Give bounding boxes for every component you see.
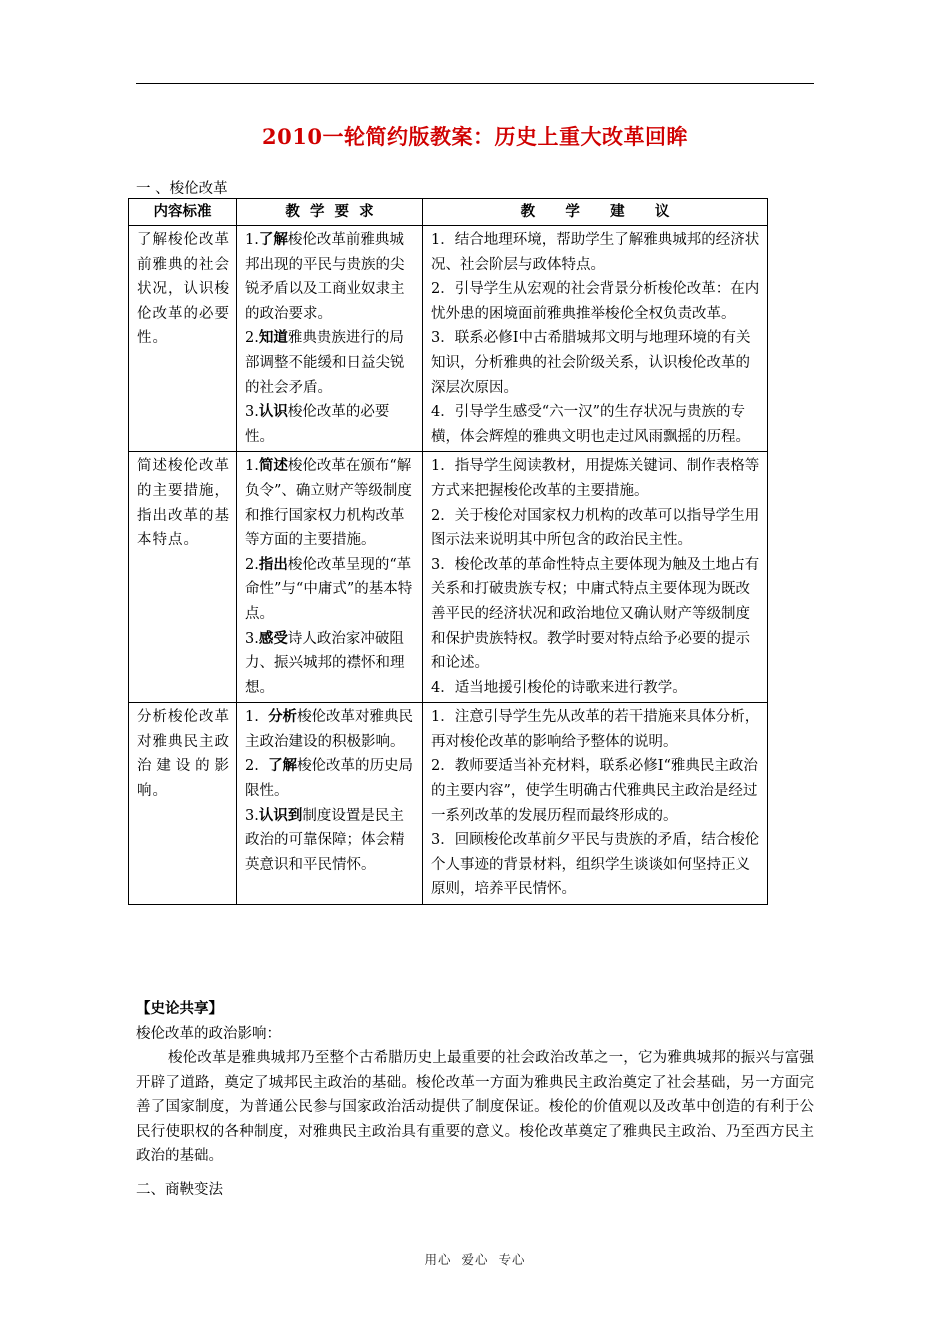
requirement-item bbox=[245, 454, 416, 552]
standard-cell: 了解梭伦改革前雅典的社会状况，认识梭伦改革的必要性。 bbox=[129, 226, 237, 452]
suggestion-item: 4．引导学生感受“六一汉”的生存状况与贵族的专横，体会辉煌的雅典文明也走过风雨飘摇的历程。 bbox=[431, 404, 750, 445]
suggestion-item: 1．注意引导学生先从改革的若干措施来具体分析，再对梭伦改革的影响给予整体的说明。 bbox=[431, 709, 760, 750]
share-body: 梭伦改革是雅典城邦乃至整个古希腊历史上最重要的社会政治改革之一，它为雅典城邦的振兴与富强开辟了道路，奠定了城邦民主政治的基础。梭伦改革一方面为雅典民主政治奠定了社会基础，另一方面完善了国家制度，为普通公民参与国家政治活动提供了制度保证。梭伦的价值观以及改革中创造的有利于公民行使职权的各种制度，对雅典民主政治具有重要的意义。梭伦改革奠定了雅典民主政治、乃至西方民主政治的基础。 bbox=[136, 1050, 814, 1165]
suggestions-cell bbox=[423, 226, 768, 452]
requirement-number: 3. bbox=[245, 630, 259, 647]
requirement-item bbox=[245, 804, 416, 878]
header-suggestions: 教 学 建 议 bbox=[423, 199, 768, 226]
suggestion-item: 1．指导学生阅读教材，用提炼关键词、制作表格等方式来把握梭伦改革的主要措施。 bbox=[431, 458, 760, 499]
requirement-number: 1. bbox=[245, 458, 259, 475]
requirement-number: 2. bbox=[245, 556, 259, 573]
requirements-cell bbox=[237, 452, 423, 703]
standard-cell: 简述梭伦改革的主要措施，指出改革的基本特点。 bbox=[129, 452, 237, 703]
requirement-keyword: 简述 bbox=[258, 457, 288, 475]
requirement-text: 梭伦改革对雅典民主政治建设的积极影响。 bbox=[245, 709, 414, 750]
section-heading-1: 一 、梭伦改革 bbox=[136, 181, 228, 197]
requirement-item bbox=[245, 400, 416, 449]
requirement-keyword: 认识 bbox=[258, 403, 288, 421]
requirement-item bbox=[245, 326, 416, 400]
suggestion-item: 2．关于梭伦对国家权力机构的改革可以指导学生用图示法来说明其中所包含的政治民主性。 bbox=[431, 507, 760, 549]
header-requirements: 教 学 要 求 bbox=[237, 199, 423, 226]
requirement-number: 3. bbox=[245, 404, 259, 421]
requirement-item bbox=[245, 705, 416, 754]
suggestion-item: 2．引导学生从宏观的社会背景分析梭伦改革：在内忧外患的困境面前雅典推举梭伦全权负责改革。 bbox=[431, 281, 760, 322]
lesson-table bbox=[128, 198, 768, 905]
requirement-text: 梭伦改革呈现的“革命性”与“中庸式”的基本特点。 bbox=[245, 556, 413, 622]
requirement-text: 梭伦改革前雅典城邦出现的平民与贵族的尖锐矛盾以及工商业奴隶主的政治要求。 bbox=[245, 232, 405, 322]
requirement-text: 诗人政治家冲破阻力、振兴城邦的襟怀和理想。 bbox=[245, 630, 405, 696]
suggestions-cell bbox=[423, 703, 768, 905]
table-header-row bbox=[129, 199, 768, 226]
table-row bbox=[129, 226, 768, 452]
table-row bbox=[129, 452, 768, 703]
requirement-keyword: 了解 bbox=[268, 757, 298, 775]
requirement-keyword: 分析 bbox=[268, 708, 298, 726]
requirement-number: 2. bbox=[245, 330, 259, 347]
requirement-keyword: 知道 bbox=[258, 329, 288, 347]
requirements-cell bbox=[237, 703, 423, 905]
share-heading: 【史论共享】 bbox=[136, 1000, 223, 1017]
page-footer: 用心 爱心 专心 bbox=[424, 1252, 526, 1267]
suggestion-item: 4．适当地援引梭伦的诗歌来进行教学。 bbox=[431, 679, 687, 696]
requirement-number: 1. bbox=[245, 709, 269, 726]
requirement-item bbox=[245, 754, 416, 803]
header-rule bbox=[136, 83, 814, 84]
requirements-cell bbox=[237, 226, 423, 452]
requirement-text: 雅典贵族进行的局部调整不能缓和日益尖锐的社会矛盾。 bbox=[245, 330, 405, 396]
requirement-keyword: 了解 bbox=[258, 231, 288, 248]
requirement-text: 梭伦改革在颁布“解负令”、确立财产等级制度和推行国家权力机构改革等方面的主要措施。 bbox=[245, 458, 412, 549]
requirement-item bbox=[245, 627, 416, 701]
requirement-item bbox=[245, 228, 416, 326]
requirement-keyword: 感受 bbox=[258, 629, 288, 647]
requirement-text: 制度设置是民主政治的可靠保障；体会精英意识和平民情怀。 bbox=[245, 807, 405, 873]
requirement-text: 梭伦改革的历史局限性。 bbox=[245, 758, 414, 800]
requirement-keyword: 指出 bbox=[258, 555, 288, 573]
requirement-keyword: 认识到 bbox=[258, 806, 303, 824]
suggestion-item: 3．回顾梭伦改革前夕平民与贵族的矛盾，结合梭伦个人事迹的背景材料，组织学生谈谈如何坚持正义原则，培养平民情怀。 bbox=[431, 832, 760, 898]
suggestions-cell bbox=[423, 452, 768, 703]
share-subheading: 梭伦改革的政治影响： bbox=[136, 1025, 281, 1042]
section-heading-2: 二、商鞅变法 bbox=[136, 1182, 223, 1198]
requirement-text: 梭伦改革的必要性。 bbox=[245, 404, 390, 445]
suggestion-item: 2．教师要适当补充材料，联系必修Ⅰ“雅典民主政治的主要内容”，使学生明确古代雅典民主政治是经过一系列改革的发展历程而最终形成的。 bbox=[431, 758, 758, 824]
standard-cell: 分析梭伦改革对雅典民主政治建设的影响。 bbox=[129, 703, 237, 905]
suggestion-item: 1．结合地理环境，帮助学生了解雅典城邦的经济状况、社会阶层与政体特点。 bbox=[431, 232, 760, 273]
share-section bbox=[136, 997, 814, 1046]
requirement-number: 2. bbox=[245, 758, 269, 775]
header-standard: 内容标准 bbox=[129, 199, 237, 226]
requirement-number: 1. bbox=[245, 232, 259, 248]
page-title: 2010一轮简约版教案：历史上重大改革回眸 bbox=[262, 124, 688, 149]
suggestion-item: 3．联系必修Ⅰ中古希腊城邦文明与地理环境的有关知识，分析雅典的社会阶级关系，认识梭伦改革的深层次原因。 bbox=[431, 330, 751, 396]
requirement-item bbox=[245, 553, 416, 627]
suggestion-item: 3．梭伦改革的革命性特点主要体现为触及土地占有关系和打破贵族专权；中庸式特点主要体现为既改善平民的经济状况和政治地位又确认财产等级制度和保护贵族特权。教学时要对特点给予必要的提示和论述。 bbox=[431, 556, 760, 672]
table-row bbox=[129, 703, 768, 905]
table-body bbox=[129, 226, 768, 905]
requirement-number: 3. bbox=[245, 807, 259, 824]
